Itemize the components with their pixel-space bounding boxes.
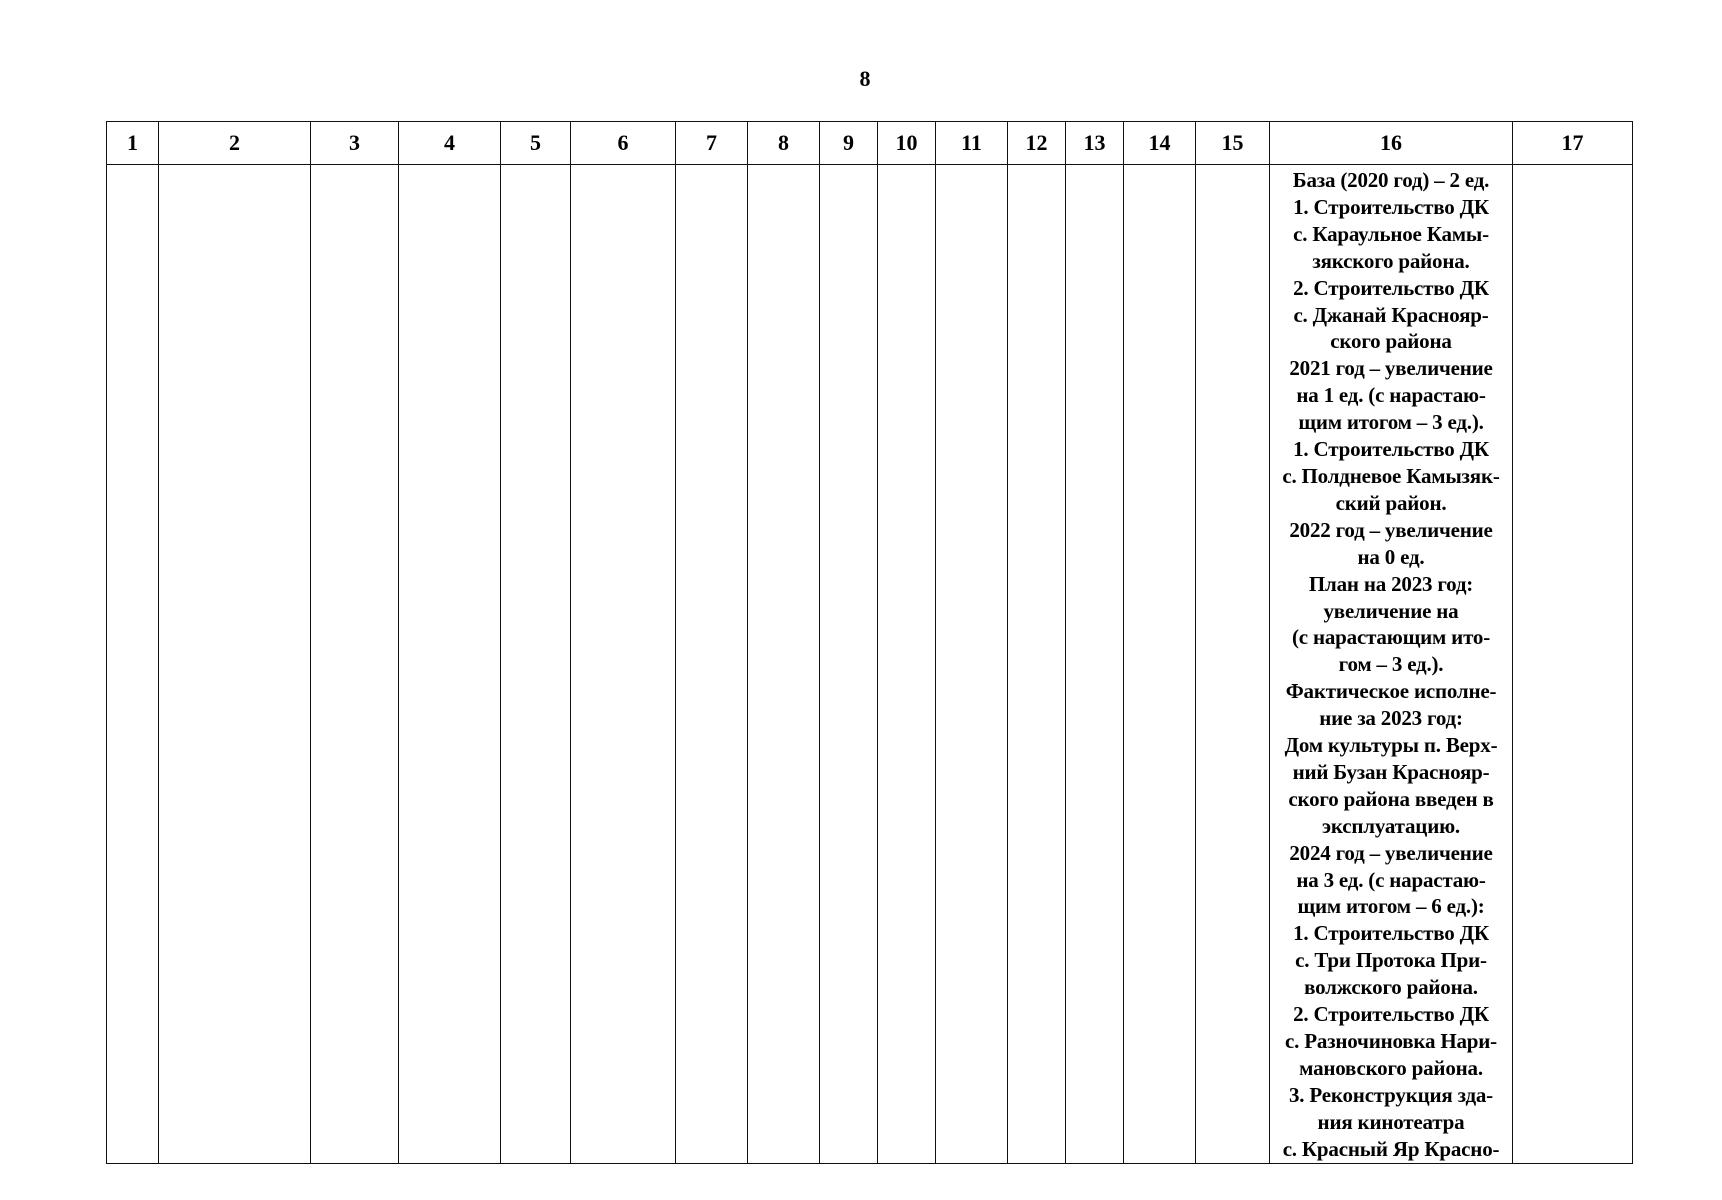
column-header-8: 8 <box>748 122 820 165</box>
column-16-line: ского района <box>1330 329 1452 354</box>
column-header-4: 4 <box>399 122 501 165</box>
table-row <box>107 165 1633 1164</box>
column-16-line: с. Полдневое Камызяк- <box>1282 463 1500 488</box>
column-16-line: 1. Строительство ДК <box>1293 921 1489 946</box>
column-16-line: щим итогом – 3 ед.). <box>1298 410 1484 435</box>
column-header-10: 10 <box>878 122 936 165</box>
column-header-3: 3 <box>311 122 399 165</box>
column-16-line: 2. Строительство ДК <box>1293 275 1489 300</box>
column-16-line: с. Караульное Камы- <box>1293 221 1489 246</box>
cell-col-6 <box>571 165 676 1164</box>
column-header-12: 12 <box>1008 122 1066 165</box>
column-16-line: увеличение на <box>1323 598 1459 623</box>
column-16-line: с. Красный Яр Красно- <box>1282 1136 1500 1161</box>
cell-col-7 <box>676 165 748 1164</box>
cell-col-9 <box>820 165 878 1164</box>
column-16-line: ский район. <box>1335 490 1447 515</box>
column-header-14: 14 <box>1124 122 1196 165</box>
column-16-line: волжского района. <box>1304 975 1478 1000</box>
column-16-line: 1. Строительство ДК <box>1293 194 1489 219</box>
column-16-text <box>1270 165 1512 1163</box>
column-16-line: эксплуатацию. <box>1321 813 1460 838</box>
column-header-15: 15 <box>1196 122 1270 165</box>
page-number: 8 <box>859 66 871 91</box>
column-16-line: 2. Строительство ДК <box>1293 1002 1489 1027</box>
column-header-6: 6 <box>571 122 676 165</box>
cell-col-13 <box>1066 165 1124 1164</box>
column-16-line: 3. Реконструкция зда- <box>1289 1082 1493 1107</box>
cell-col-11 <box>936 165 1008 1164</box>
column-16-line: ние за 2023 год: <box>1319 706 1463 731</box>
cell-col-12 <box>1008 165 1066 1164</box>
column-header-1: 1 <box>107 122 159 165</box>
column-16-line: на 1 ед. (с нарастаю- <box>1296 383 1486 408</box>
cell-col-14 <box>1124 165 1196 1164</box>
column-header-13: 13 <box>1066 122 1124 165</box>
header-row <box>107 122 1633 165</box>
cell-col-8 <box>748 165 820 1164</box>
column-16-line: Дом культуры п. Верх- <box>1284 733 1498 758</box>
cell-col-15 <box>1196 165 1270 1164</box>
cell-col-16 <box>1270 165 1513 1164</box>
column-header-17: 17 <box>1513 122 1633 165</box>
cell-col-4 <box>399 165 501 1164</box>
cell-col-2 <box>159 165 311 1164</box>
column-header-11: 11 <box>936 122 1008 165</box>
column-header-2: 2 <box>159 122 311 165</box>
column-16-line: Фактическое исполне- <box>1285 679 1497 704</box>
column-16-line: мановского района. <box>1299 1055 1483 1080</box>
column-16-line: ний Бузан Краснояр- <box>1292 759 1490 784</box>
column-16-line: на 0 ед. <box>1357 544 1425 569</box>
column-16-line: гом – 3 ед.). <box>1338 652 1444 677</box>
cell-col-10 <box>878 165 936 1164</box>
column-header-16: 16 <box>1270 122 1513 165</box>
cell-col-17 <box>1513 165 1633 1164</box>
column-16-line: ского района введен в <box>1288 786 1494 811</box>
column-16-line: 2022 год – увеличение <box>1289 517 1493 542</box>
column-16-line: План на 2023 год: <box>1308 571 1474 596</box>
column-16-line: на 3 ед. (с нарастаю- <box>1296 867 1486 892</box>
column-16-line: 2024 год – увеличение <box>1289 840 1493 865</box>
column-header-9: 9 <box>820 122 878 165</box>
column-header-5: 5 <box>501 122 571 165</box>
column-16-line: с. Три Протока При- <box>1295 948 1487 973</box>
column-16-line: 2021 год – увеличение <box>1289 356 1493 381</box>
cell-col-3 <box>311 165 399 1164</box>
cell-col-5 <box>501 165 571 1164</box>
column-16-line: с. Разночиновка Нари- <box>1285 1029 1497 1053</box>
column-16-line: (с нарастающим ито- <box>1292 625 1490 650</box>
data-table <box>106 121 1633 1164</box>
column-16-line: щим итогом – 6 ед.): <box>1297 894 1485 919</box>
column-16-line: зякского района. <box>1312 248 1470 273</box>
column-16-line: База (2020 год) – 2 ед. <box>1292 168 1490 192</box>
column-16-line: 1. Строительство ДК <box>1293 437 1489 462</box>
column-header-7: 7 <box>676 122 748 165</box>
column-16-line: с. Джанай Краснояр- <box>1293 302 1489 327</box>
cell-col-1 <box>107 165 159 1164</box>
column-16-line: ния кинотеатра <box>1317 1109 1465 1134</box>
